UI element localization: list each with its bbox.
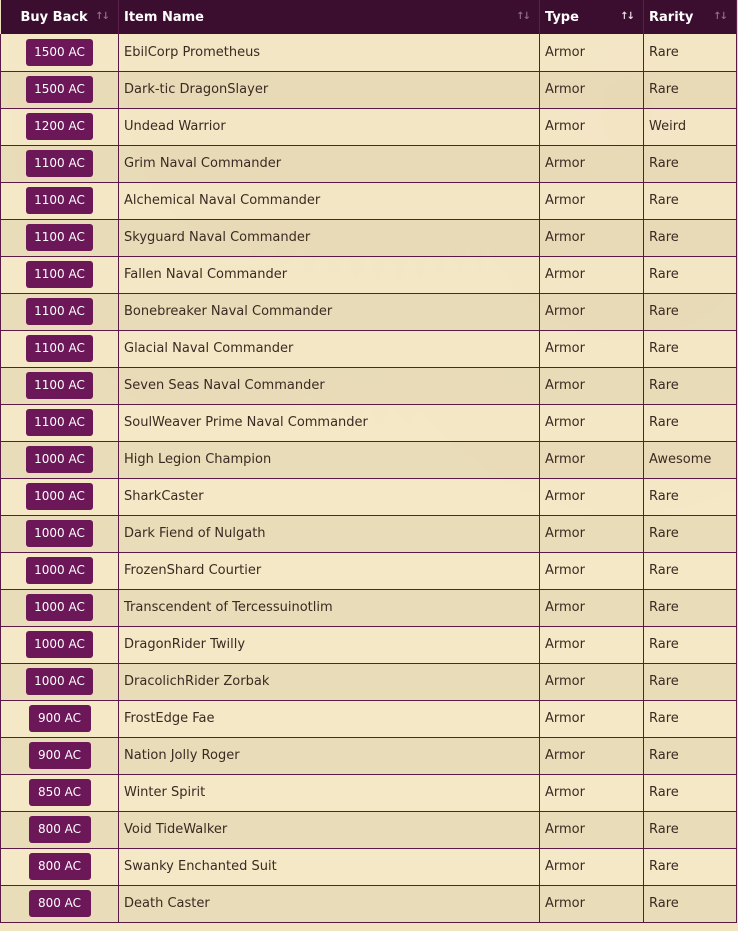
buy-back-cell bbox=[1, 589, 119, 626]
buy-back-cell bbox=[1, 700, 119, 737]
price-badge[interactable]: 1000 AC bbox=[26, 483, 93, 510]
column-header-label: Rarity bbox=[649, 9, 694, 25]
type-cell: Armor bbox=[540, 737, 644, 774]
buy-back-cell bbox=[1, 515, 119, 552]
type-cell: Armor bbox=[540, 515, 644, 552]
type-cell: Armor bbox=[540, 182, 644, 219]
type-cell: Armor bbox=[540, 552, 644, 589]
buy-back-cell bbox=[1, 219, 119, 256]
price-badge[interactable]: 900 AC bbox=[29, 705, 91, 732]
item-name-cell: Grim Naval Commander bbox=[119, 145, 540, 182]
item-name-cell: Glacial Naval Commander bbox=[119, 330, 540, 367]
buy-back-cell bbox=[1, 256, 119, 293]
type-cell: Armor bbox=[540, 811, 644, 848]
price-badge[interactable]: 1000 AC bbox=[26, 594, 93, 621]
column-header-label: Item Name bbox=[124, 9, 204, 25]
sort-arrows-icon[interactable]: ↑↓ bbox=[516, 11, 529, 22]
type-cell: Armor bbox=[540, 330, 644, 367]
column-header-label: Buy Back bbox=[20, 9, 88, 25]
type-cell: Armor bbox=[540, 478, 644, 515]
table-row[interactable] bbox=[1, 626, 737, 663]
item-name-cell: Seven Seas Naval Commander bbox=[119, 367, 540, 404]
type-cell: Armor bbox=[540, 256, 644, 293]
price-badge[interactable]: 1100 AC bbox=[26, 409, 93, 436]
item-name-cell: High Legion Champion bbox=[119, 441, 540, 478]
column-header-type[interactable] bbox=[540, 0, 644, 34]
buy-back-cell bbox=[1, 811, 119, 848]
type-cell: Armor bbox=[540, 219, 644, 256]
type-cell: Armor bbox=[540, 367, 644, 404]
type-cell: Armor bbox=[540, 108, 644, 145]
price-badge[interactable]: 1100 AC bbox=[26, 150, 93, 177]
type-cell: Armor bbox=[540, 848, 644, 885]
table-row[interactable] bbox=[1, 552, 737, 589]
type-cell: Armor bbox=[540, 404, 644, 441]
rarity-cell: Rare bbox=[644, 737, 737, 774]
table-row[interactable] bbox=[1, 774, 737, 811]
rarity-cell: Rare bbox=[644, 811, 737, 848]
table-row[interactable] bbox=[1, 700, 737, 737]
table-row[interactable] bbox=[1, 293, 737, 330]
buy-back-cell bbox=[1, 34, 119, 71]
price-badge[interactable]: 1000 AC bbox=[26, 631, 93, 658]
buy-back-cell bbox=[1, 404, 119, 441]
buy-back-cell bbox=[1, 145, 119, 182]
rarity-cell: Rare bbox=[644, 71, 737, 108]
buy-back-cell bbox=[1, 774, 119, 811]
rarity-cell: Rare bbox=[644, 219, 737, 256]
table-row[interactable] bbox=[1, 71, 737, 108]
buy-back-cell bbox=[1, 367, 119, 404]
price-badge[interactable]: 800 AC bbox=[29, 853, 91, 880]
rarity-cell: Rare bbox=[644, 515, 737, 552]
buy-back-cell bbox=[1, 885, 119, 922]
table-row[interactable] bbox=[1, 663, 737, 700]
buy-back-cell bbox=[1, 182, 119, 219]
table-row[interactable] bbox=[1, 848, 737, 885]
table-row[interactable] bbox=[1, 404, 737, 441]
price-badge[interactable]: 1000 AC bbox=[26, 557, 93, 584]
table-row[interactable] bbox=[1, 811, 737, 848]
item-name-cell: Undead Warrior bbox=[119, 108, 540, 145]
item-name-cell: DracolichRider Zorbak bbox=[119, 663, 540, 700]
price-badge[interactable]: 1500 AC bbox=[26, 39, 93, 66]
price-badge[interactable]: 850 AC bbox=[29, 779, 91, 806]
type-cell: Armor bbox=[540, 885, 644, 922]
item-name-cell: Dark-tic DragonSlayer bbox=[119, 71, 540, 108]
table-row[interactable] bbox=[1, 737, 737, 774]
item-name-cell: SharkCaster bbox=[119, 478, 540, 515]
buy-back-cell bbox=[1, 478, 119, 515]
buy-back-cell bbox=[1, 626, 119, 663]
item-name-cell: Transcendent of Tercessuinotlim bbox=[119, 589, 540, 626]
rarity-cell: Rare bbox=[644, 34, 737, 71]
buy-back-cell bbox=[1, 552, 119, 589]
buy-back-cell bbox=[1, 330, 119, 367]
sort-arrows-icon[interactable]: ↑↓ bbox=[713, 11, 726, 22]
item-name-cell: Alchemical Naval Commander bbox=[119, 182, 540, 219]
price-badge[interactable]: 1200 AC bbox=[26, 113, 93, 140]
table-row[interactable] bbox=[1, 108, 737, 145]
price-badge[interactable]: 1100 AC bbox=[26, 261, 93, 288]
item-name-cell: Winter Spirit bbox=[119, 774, 540, 811]
table-row[interactable] bbox=[1, 441, 737, 478]
rarity-cell: Rare bbox=[644, 552, 737, 589]
type-cell: Armor bbox=[540, 626, 644, 663]
type-cell: Armor bbox=[540, 293, 644, 330]
item-name-cell: Skyguard Naval Commander bbox=[119, 219, 540, 256]
rarity-cell: Rare bbox=[644, 293, 737, 330]
rarity-cell: Rare bbox=[644, 182, 737, 219]
column-header-rarity[interactable] bbox=[644, 0, 737, 34]
buy-back-cell bbox=[1, 293, 119, 330]
rarity-cell: Rare bbox=[644, 663, 737, 700]
item-name-cell: FrozenShard Courtier bbox=[119, 552, 540, 589]
price-badge[interactable]: 1500 AC bbox=[26, 76, 93, 103]
buy-back-cell bbox=[1, 108, 119, 145]
type-cell: Armor bbox=[540, 145, 644, 182]
item-name-cell: Void TideWalker bbox=[119, 811, 540, 848]
rarity-cell: Weird bbox=[644, 108, 737, 145]
item-name-cell: Death Caster bbox=[119, 885, 540, 922]
table-row[interactable] bbox=[1, 330, 737, 367]
price-badge[interactable]: 1000 AC bbox=[26, 520, 93, 547]
item-name-cell: FrostEdge Fae bbox=[119, 700, 540, 737]
type-cell: Armor bbox=[540, 71, 644, 108]
type-cell: Armor bbox=[540, 700, 644, 737]
rarity-cell: Rare bbox=[644, 404, 737, 441]
price-badge[interactable]: 900 AC bbox=[29, 742, 91, 769]
price-badge[interactable]: 1000 AC bbox=[26, 668, 93, 695]
sort-ascending-icon[interactable]: ↑↓ bbox=[620, 11, 633, 22]
buy-back-cell bbox=[1, 663, 119, 700]
price-badge[interactable]: 800 AC bbox=[29, 816, 91, 843]
item-name-cell: DragonRider Twilly bbox=[119, 626, 540, 663]
rarity-cell: Rare bbox=[644, 700, 737, 737]
rarity-cell: Rare bbox=[644, 848, 737, 885]
table-row[interactable] bbox=[1, 256, 737, 293]
rarity-cell: Awesome bbox=[644, 441, 737, 478]
sort-arrows-icon[interactable]: ↑↓ bbox=[95, 11, 108, 22]
column-header-buy-back[interactable] bbox=[1, 0, 119, 34]
table-row[interactable] bbox=[1, 367, 737, 404]
type-cell: Armor bbox=[540, 663, 644, 700]
price-badge[interactable]: 1000 AC bbox=[26, 446, 93, 473]
price-badge[interactable]: 1100 AC bbox=[26, 187, 93, 214]
type-cell: Armor bbox=[540, 34, 644, 71]
type-cell: Armor bbox=[540, 774, 644, 811]
type-cell: Armor bbox=[540, 589, 644, 626]
rarity-cell: Rare bbox=[644, 256, 737, 293]
item-name-cell: Nation Jolly Roger bbox=[119, 737, 540, 774]
rarity-cell: Rare bbox=[644, 589, 737, 626]
buy-back-cell bbox=[1, 737, 119, 774]
table-row[interactable] bbox=[1, 478, 737, 515]
table-row[interactable] bbox=[1, 515, 737, 552]
buy-back-cell bbox=[1, 441, 119, 478]
rarity-cell: Rare bbox=[644, 478, 737, 515]
column-header-item-name[interactable] bbox=[119, 0, 540, 34]
price-badge[interactable]: 800 AC bbox=[29, 890, 91, 917]
item-name-cell: Dark Fiend of Nulgath bbox=[119, 515, 540, 552]
rarity-cell: Rare bbox=[644, 626, 737, 663]
table-row[interactable] bbox=[1, 589, 737, 626]
rarity-cell: Rare bbox=[644, 367, 737, 404]
table-header-row bbox=[1, 0, 737, 34]
type-cell: Armor bbox=[540, 441, 644, 478]
column-header-label: Type bbox=[545, 9, 579, 25]
price-badge[interactable]: 1100 AC bbox=[26, 372, 93, 399]
table-row[interactable] bbox=[1, 885, 737, 922]
buy-back-cell bbox=[1, 71, 119, 108]
item-name-cell: Fallen Naval Commander bbox=[119, 256, 540, 293]
price-badge[interactable]: 1100 AC bbox=[26, 335, 93, 362]
table-row[interactable] bbox=[1, 145, 737, 182]
item-name-cell: EbilCorp Prometheus bbox=[119, 34, 540, 71]
item-name-cell: SoulWeaver Prime Naval Commander bbox=[119, 404, 540, 441]
rarity-cell: Rare bbox=[644, 885, 737, 922]
price-badge[interactable]: 1100 AC bbox=[26, 224, 93, 251]
table-row[interactable] bbox=[1, 182, 737, 219]
rarity-cell: Rare bbox=[644, 774, 737, 811]
item-name-cell: Swanky Enchanted Suit bbox=[119, 848, 540, 885]
table-row[interactable] bbox=[1, 34, 737, 71]
price-badge[interactable]: 1100 AC bbox=[26, 298, 93, 325]
table-body bbox=[1, 34, 737, 922]
buy-back-cell bbox=[1, 848, 119, 885]
rarity-cell: Rare bbox=[644, 145, 737, 182]
rarity-cell: Rare bbox=[644, 330, 737, 367]
table-row[interactable] bbox=[1, 219, 737, 256]
item-name-cell: Bonebreaker Naval Commander bbox=[119, 293, 540, 330]
